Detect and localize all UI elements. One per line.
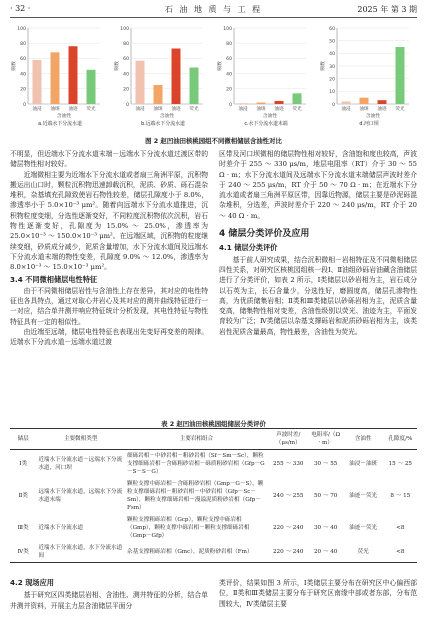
x-tick-label: 油迹 (274, 107, 284, 112)
x-tick-label: 油斑 (153, 107, 163, 112)
y-tick-label: 20 (226, 87, 232, 93)
bar (136, 61, 145, 104)
y-tick-label: 40 (20, 72, 26, 78)
y-tick-label: 80 (20, 42, 26, 47)
chart-caption: d.河口坝 (359, 121, 379, 127)
th-rt: 电阻率/（Ω · m） (309, 429, 343, 450)
table-row (10, 514, 417, 542)
x-axis-label: 含油性 (56, 114, 72, 119)
bottom-left-para: 基于研究区四类储层岩相、含油性、测井特征的分析，结合单井测井资料，开展主力层含油储层平面分 (10, 591, 208, 610)
section-4-2-heading: 4.2 现场应用 (10, 578, 54, 587)
bar (293, 93, 302, 104)
th-lithofacies: 主要岩相组合 (125, 429, 268, 450)
x-tick-label: 油迹 (171, 107, 181, 112)
y-tick-label: 0 (332, 102, 335, 108)
bar (33, 60, 42, 104)
bottom-right-column (219, 578, 417, 609)
y-tick-label: 100 (223, 26, 232, 32)
right-para-2: 基于前人研究成果，结合沉积微相－岩相特征及不同微相储层四性关系，对研究区核桃园组核一段Ⅰ、Ⅱ油组砂砾岩油藏含油储层进行了分类评价，如表 2 所示，Ⅰ类储层以砂岩相为主，岩石成分以石英为主，长石含量少，分选性好，磨圆度高，储层孔渗物性高，为优质储集岩相；Ⅱ类和Ⅲ类储层以砂砾岩相为主，泥质含量变高，储集物性相对变差，含油性级别以荧光、油迹为主，平面发育较为广泛；Ⅳ类储层以杂基支撑砾岩和泥质砂砾岩相为主，该类岩性泥质含量最高，物性最差，含油性为荧光。 (219, 255, 417, 336)
section-3-4-heading: 3.4 不同微相储层电性特征 (10, 274, 98, 284)
x-axis-label: 含油性 (365, 114, 381, 119)
x-tick-label: 油浸 (341, 107, 351, 112)
x-axis-label: 含油性 (159, 114, 175, 119)
cell: 220 ～ 240 (272, 525, 304, 531)
y-tick-label: 60 (20, 57, 26, 63)
journal-title: 石 油 地 质 与 工 程 (164, 5, 263, 14)
cell: 近端水下分流水道 (38, 525, 84, 531)
th-porosity: 孔隙度/% (384, 429, 417, 450)
x-tick-label: 油斑 (256, 107, 266, 112)
y-tick-label: 20 (20, 87, 26, 93)
y-tick-label: 0 (23, 102, 26, 108)
cell: 近端水下分流水道，水下分流水道间 (36, 542, 125, 563)
y-tick-label: 20 (123, 87, 129, 93)
bar (239, 103, 248, 104)
x-tick-label: 油迹 (68, 107, 78, 112)
bar (172, 49, 181, 104)
table-header-row (10, 429, 417, 450)
cell: 油浸－油斑 (349, 461, 378, 467)
cell: 颗粒支撑中砾岩相－含砾粗砂岩相（Gmp－G－S），颗粒支撑细砾岩相－粗砂岩相－中砂岩相（Gfp－Sc－Sm），颗粒支撑细砾岩相－漫溢泥质粉砂岩相（Gfp－Fsm） (126, 481, 264, 511)
bar (87, 70, 96, 104)
cell: 近端水下分流水道－远端水下分流水道，河口坝 (38, 457, 123, 471)
cell: 30 ～ 55 (313, 461, 338, 467)
bar (342, 101, 351, 104)
cell: 颗粒支撑粗砾岩相（Gcp），颗粒支撑中砾岩相（Gmp），颗粒支撑中砾岩相－颗粒支撑细砾岩相（Gmp－Gfp） (126, 517, 250, 539)
th-microfacies: 主要微相类型 (36, 429, 125, 450)
x-tick-label: 荧光 (189, 107, 199, 112)
y-tick-label: 80 (226, 42, 232, 47)
cell: 15 ～ 25 (388, 461, 412, 467)
bar (154, 85, 163, 104)
right-para-1: 区带及河口坝微相的储层物性相对较好，含油饱和度也较高，声波时差介于 255 ～ 330 μs/m，地层电阻率（RT）介于 30 ～ 55 Ω · m；水下分流水道间及远端水下分流水道末端储层声波时差介于 240 ～ 255 μs/m，RT 介于 50 ～ 70 Ω · m；在近端水下分流水道或者扇三角洲平原区带，因靠近物源，储层主要是砂泥砾混杂堆积，分选差，声波时差介于 220 ～ 240 μs/m，RT 介于 20 ～ 40 Ω · m。 (219, 150, 417, 220)
page-header (10, 4, 417, 18)
y-tick-label: 100 (17, 26, 26, 32)
cell: 8 ～ 15 (390, 493, 411, 499)
x-tick-label: 荧光 (395, 107, 405, 112)
bar (378, 100, 387, 104)
y-axis-label: 频数 (12, 61, 17, 71)
left-para-4: 由近端至远端，储层电性特征也表现出先变好再变差的规律。近端水下分流水道－远端水道过渡 (10, 328, 208, 347)
y-tick-label: 10 (329, 90, 335, 96)
x-tick-label: 油斑 (50, 107, 60, 112)
y-axis-label: 频数 (218, 61, 223, 71)
y-tick-label: 80 (123, 42, 129, 47)
cell: Ⅱ类 (18, 493, 28, 499)
section-4-1-heading: 4.1 储层分类评价 (219, 243, 278, 253)
y-tick-label: 40 (226, 72, 232, 78)
chart-caption: c.水下分流水道末端 (244, 121, 288, 127)
bar (51, 52, 60, 104)
cell: 50 ～ 70 (313, 493, 338, 499)
chart-b (113, 22, 209, 132)
y-tick-label: 40 (329, 52, 335, 58)
cell: 220 ～ 240 (268, 542, 309, 563)
chart-d (319, 22, 415, 132)
y-tick-label: 0 (126, 102, 129, 108)
bar (69, 46, 78, 104)
cell: 油迹－荧光 (349, 525, 378, 531)
cell: 细砾岩相－中砂岩相－粗砂岩相（Sf－Sm－Sc），颗粒支撑细砾岩相－含砾粗砂岩相－砾质粗砂岩相（Gfp－G－S－S－G） (126, 453, 265, 475)
y-tick-label: 60 (329, 26, 335, 32)
left-para-1: 不明显，但近端水下分流水道末端－远端水下分流水道过渡区带的储层物性相对较好。 (10, 150, 208, 169)
cell: 30 ～ 40 (313, 525, 338, 531)
cell: 杂基支撑粗砾岩相（Gmc），泥质粉砂岩相（Fm） (125, 542, 268, 563)
cell: Ⅰ类 (19, 461, 28, 467)
cell: 240 ～ 255 (272, 493, 304, 499)
issue-label: 2025 年 第 3 期 (357, 5, 417, 14)
table-row (10, 450, 417, 479)
cell: Ⅳ类 (10, 542, 36, 563)
left-para-3: 由于不同微相储层岩性与含油性上存在差异，其对应的电性特征也各具特点，通过对取心井岩心及其对应的测井曲线特征进行一一对应，结合单井测井响应特征统计分析发现，其电性特征与物性特征具有一定的相似性。 (10, 286, 208, 326)
x-tick-label: 荧光 (292, 107, 302, 112)
cell: Ⅲ类 (17, 525, 29, 531)
left-column (10, 149, 208, 348)
table-row (10, 542, 417, 563)
bottom-left-column (10, 578, 208, 611)
y-tick-label: 0 (229, 102, 232, 108)
x-tick-label: 油浸 (135, 107, 145, 112)
bar (190, 68, 199, 104)
x-tick-label: 油斑 (359, 107, 369, 112)
bar (396, 47, 405, 104)
x-tick-label: 油浸 (238, 107, 248, 112)
bar (275, 101, 284, 104)
cell: 油迹－荧光 (349, 493, 378, 499)
x-tick-label: 油浸 (32, 107, 42, 112)
x-tick-label: 荧光 (86, 107, 96, 112)
cell: 255 ～ 330 (272, 461, 304, 467)
y-tick-label: 60 (226, 57, 232, 63)
th-ac: 声波时差/（μs/m） (268, 429, 309, 450)
x-tick-label: 油迹 (377, 107, 387, 112)
x-axis-label: 含油性 (262, 114, 278, 119)
bar (360, 98, 369, 104)
page-number: · 32 · (10, 4, 31, 13)
cell: <8 (396, 525, 405, 531)
y-tick-label: 30 (329, 64, 335, 70)
y-tick-label: 60 (123, 57, 129, 63)
header-rule (10, 17, 417, 18)
th-class: 储层 (10, 429, 36, 450)
reservoir-classification-table (10, 428, 417, 563)
bottom-right-para: 类评价，结果如图 3 所示，Ⅰ类储层主要分布在研究区中心偏西部位，Ⅱ类和Ⅲ类储层主要分布于研究区南缘中部或者东部，分布范围较大，Ⅳ类储层主要 (219, 579, 417, 608)
figure-caption: 图 2 赵凹油田核桃园组不同微相储层含油性对比 (145, 137, 282, 145)
y-axis-label: 频数 (321, 61, 326, 71)
table-caption: 表 2 赵凹油田核桃园组储层分类评价 (161, 420, 266, 428)
table-row (10, 478, 417, 514)
chart-c (216, 22, 312, 132)
chart-a (10, 22, 106, 132)
right-column (219, 149, 417, 337)
bar (257, 102, 266, 104)
chart-caption: a.近端水下分流水道 (38, 121, 82, 127)
y-tick-label: 100 (120, 26, 129, 32)
chart-caption: b.远端水下分流水道 (141, 121, 185, 127)
cell: 远端水下分流水道，远端水下分流水道末端 (38, 489, 123, 503)
y-tick-label: 40 (123, 72, 129, 78)
y-axis-label: 频数 (115, 61, 120, 71)
cell: 荧光 (343, 542, 384, 563)
y-tick-label: 50 (329, 39, 335, 45)
cell: <8 (384, 542, 417, 563)
y-tick-label: 20 (329, 77, 335, 83)
th-oil: 含油性 (343, 429, 384, 450)
left-para-2: 近端微相主要为近端水下分流水道或者扇三角洲平原，沉积物搬运出山口时，颗粒沉积物迅速卸载沉积，泥质、砂质、砾石混杂堆积，杂基填充孔隙致使岩石物性较差，储层孔隙度小于 8.0%，渗透率小于 5.0×10⁻³ μm²。随着向远端水下分流水道推进，沉积物粒度变细，分选性逐渐变好，不同粒度沉积物依次沉积，岩石物性逐渐变好，孔隙度为 15.0% ～ 25.0%，渗透率为 25.0×10⁻³ ～ 150.0×10⁻³ μm²。在远端区域，沉积物的粒度继续变细，砂质成分减少，泥质含量增加，水下分流水道间及远端水下分流水道末端的物性变差，孔隙度 9.0% ～ 12.0%，渗透率为 8.0×10⁻³ ～ 15.0×10⁻³ μm²。 (10, 170, 208, 272)
cell: 20 ～ 40 (309, 542, 343, 563)
section-4-heading: 4 储层分类评价及应用 (219, 229, 310, 240)
